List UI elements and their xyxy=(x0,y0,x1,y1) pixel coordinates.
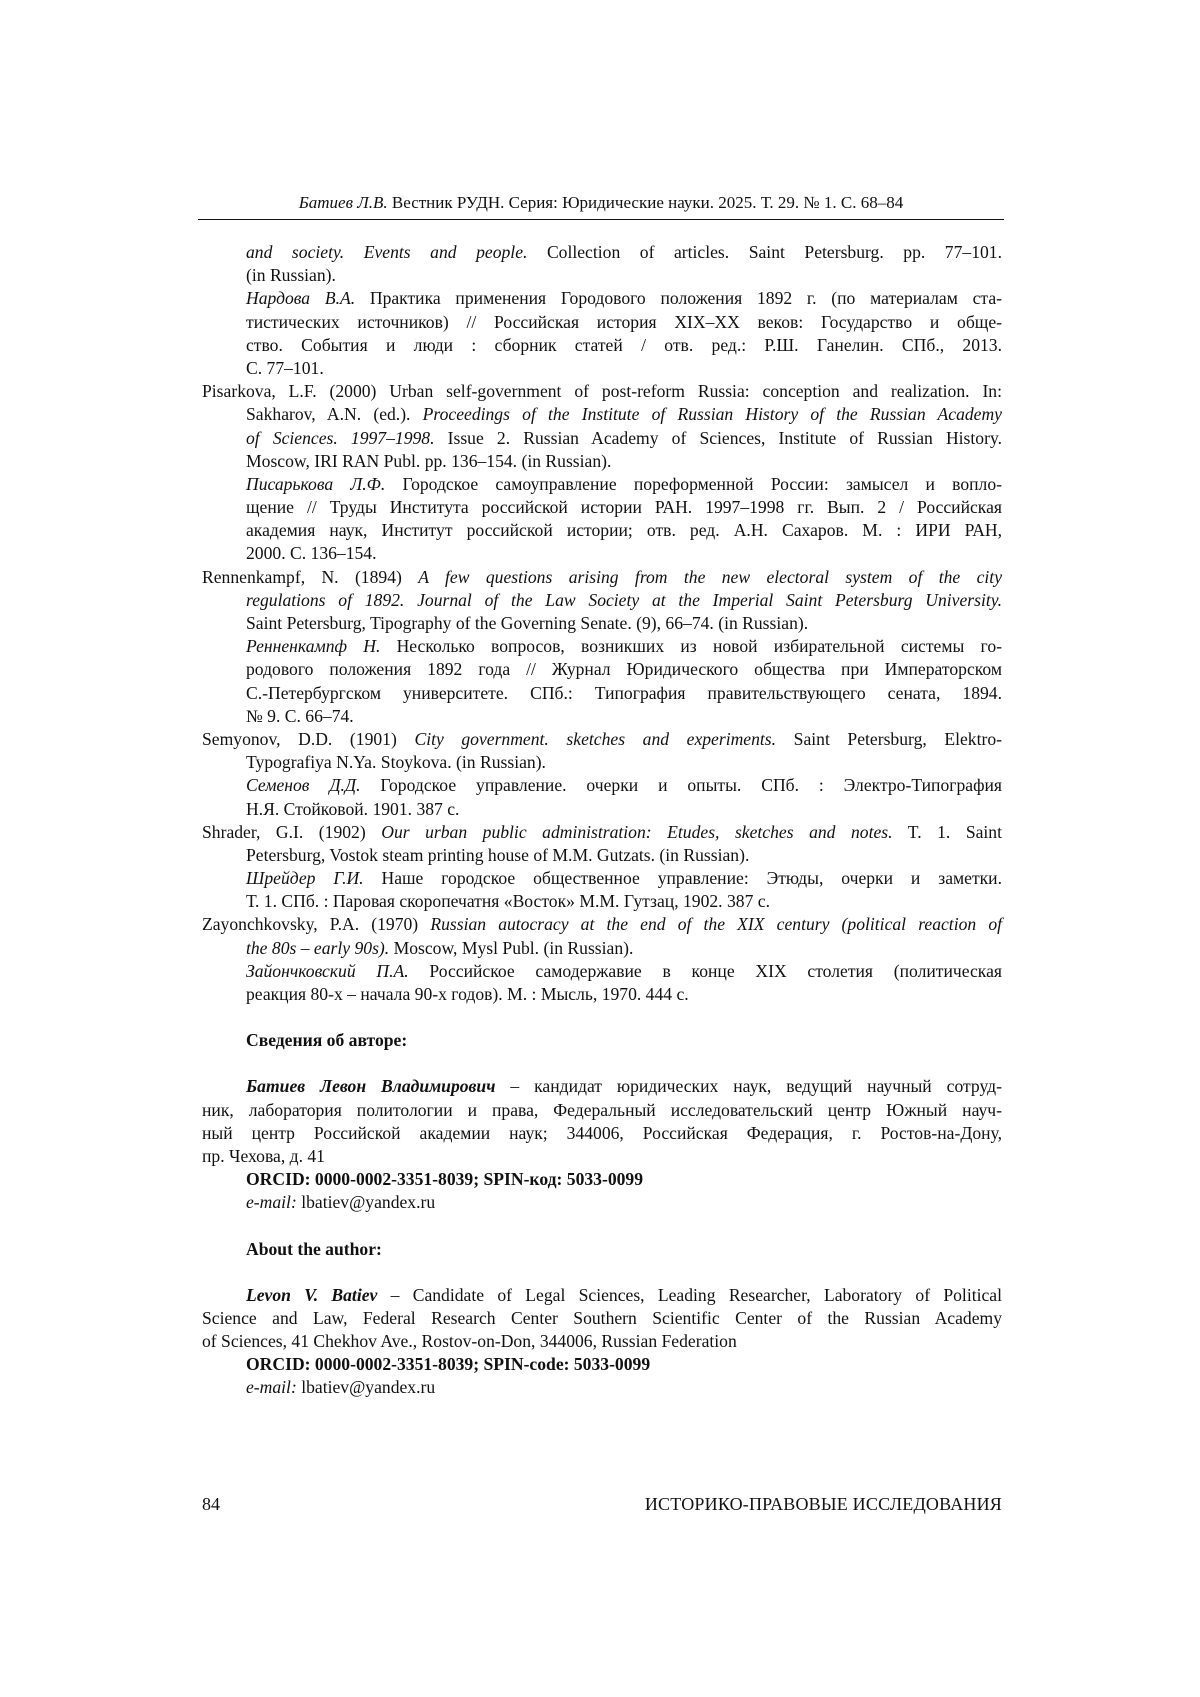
ref-text: академия наук, Институт российской истории; отв. ред. А.Н. Сахаров. М. : ИРИ РАН, xyxy=(202,519,1002,542)
author-name-ru: Батиев Левон Владимирович xyxy=(246,1076,495,1096)
email-label: e-mail: xyxy=(246,1377,297,1397)
ref-author-ru: Нардова В.А. xyxy=(246,288,355,308)
author-name-en: Levon V. Batiev xyxy=(246,1285,377,1305)
ref-text: Городское управление. очерки и опыты. СПб. : Электро-Типография xyxy=(361,775,1002,795)
ref-text: Moscow, Mysl Publ. (in Russian). xyxy=(389,938,633,958)
ref-author-ru: Семенов Д.Д. xyxy=(246,775,361,795)
ref-author-ru: Писарькова Л.Ф. xyxy=(246,474,385,494)
reference-pisarkova xyxy=(202,380,1002,566)
ref-text: T. 1. Saint xyxy=(893,822,1002,842)
ref-text: Sakharov, A.N. (ed.). xyxy=(246,404,423,424)
ref-text: Shrader, G.I. (1902) xyxy=(202,822,381,842)
author-text: – кандидат юридических наук, ведущий научный сотруд- xyxy=(495,1076,1002,1096)
ref-text: С.-Петербургском университете. СПб.: Типография правительствующего сената, 1894. xyxy=(202,682,1002,705)
author-info-ru-heading: Сведения об авторе: xyxy=(202,1029,1002,1052)
author-email-ru[interactable]: lbatiev@yandex.ru xyxy=(297,1192,435,1212)
ref-text: реакция 80-х – начала 90-х годов). М. : Мысль, 1970. 444 с. xyxy=(202,983,1002,1006)
ref-text: Saint Petersburg, Tipography of the Governing Senate. (9), 66–74. (in Russian). xyxy=(202,612,1002,635)
ref-text: Российское самодержавие в конце XIX столетия (политическая xyxy=(409,961,1002,981)
running-head-citation: Вестник РУДН. Серия: Юридические науки. 2025. Т. 29. № 1. С. 68–84 xyxy=(388,193,904,212)
author-text: пр. Чехова, д. 41 xyxy=(202,1145,1002,1168)
ref-text: Issue 2. Russian Academy of Sciences, Institute of Russian History. xyxy=(434,428,1002,448)
ref-text: Saint Petersburg, Elektro- xyxy=(776,729,1002,749)
author-text: – Candidate of Legal Sciences, Leading Researcher, Laboratory of Political xyxy=(377,1285,1002,1305)
author-text: of Sciences, 41 Chekhov Ave., Rostov-on-Don, 344006, Russian Federation xyxy=(202,1330,1002,1353)
ref-text: and society. Events and people. xyxy=(246,242,527,262)
ref-text: С. 77–101. xyxy=(202,357,1002,380)
reference-rennenkampf xyxy=(202,566,1002,728)
page xyxy=(0,0,1200,1697)
author-info-en xyxy=(202,1238,1002,1400)
ref-text: Collection of articles. Saint Petersburg. pp. 77–101. xyxy=(527,242,1002,262)
author-info-ru xyxy=(202,1029,1002,1214)
ref-author-ru: Ренненкампф Н. xyxy=(246,636,380,656)
author-orcid-en: ORCID: 0000-0002-3351-8039; SPIN-code: 5033-0099 xyxy=(202,1353,1002,1376)
ref-text: Rennenkampf, N. (1894) xyxy=(202,567,418,587)
ref-title: of Sciences. 1997–1998. xyxy=(246,428,434,448)
section-title: ИСТОРИКО-ПРАВОВЫЕ ИССЛЕДОВАНИЯ xyxy=(645,1492,1002,1516)
ref-title: regulations of 1892. Journal of the Law Society at the Imperial Saint Petersburg University. xyxy=(246,590,1002,610)
ref-text: ство. События и люди : сборник статей / отв. ред.: Р.Ш. Ганелин. СПб., 2013. xyxy=(202,334,1002,357)
page-number: 84 xyxy=(202,1492,220,1516)
ref-title: Russian autocracy at the end of the XIX century (political reaction of xyxy=(430,914,1002,934)
author-text: ный центр Российской академии наук; 344006, Российская Федерация, г. Ростов-на-Дону, xyxy=(202,1122,1002,1145)
ref-title: City government. sketches and experiments. xyxy=(414,729,776,749)
author-text: Science and Law, Federal Research Center Southern Scientific Center of the Russian Academy xyxy=(202,1307,1002,1330)
header-rule xyxy=(198,219,1004,220)
ref-text: Petersburg, Vostok steam printing house of M.M. Gutzats. (in Russian). xyxy=(202,844,1002,867)
ref-author-ru: Шрейдер Г.И. xyxy=(246,868,364,888)
ref-author-ru: Зайончковский П.А. xyxy=(246,961,409,981)
ref-text: Typografiya N.Ya. Stoykova. (in Russian). xyxy=(202,751,1002,774)
ref-text: Zayonchkovsky, P.A. (1970) xyxy=(202,914,430,934)
ref-text: № 9. С. 66–74. xyxy=(202,705,1002,728)
ref-text: Т. 1. СПб. : Паровая скоропечатня «Восток» М.М. Гутзац, 1902. 387 с. xyxy=(202,890,1002,913)
running-head-author: Батиев Л.В. xyxy=(299,193,388,212)
ref-text: Н.Я. Стойковой. 1901. 387 с. xyxy=(202,798,1002,821)
reference-shrader xyxy=(202,821,1002,914)
ref-text: Pisarkova, L.F. (2000) Urban self-government of post-reform Russia: conception and realization. In: xyxy=(202,380,1002,403)
ref-title: the 80s – early 90s). xyxy=(246,938,389,958)
ref-text: родового положения 1892 года // Журнал Юридического общества при Императорском xyxy=(202,658,1002,681)
ref-text: 2000. С. 136–154. xyxy=(202,542,1002,565)
ref-title: A few questions arising from the new electoral system of the city xyxy=(418,567,1002,587)
author-email-en[interactable]: lbatiev@yandex.ru xyxy=(297,1377,435,1397)
ref-title: Proceedings of the Institute of Russian History of the Russian Academy xyxy=(423,404,1002,424)
reference-continuation xyxy=(202,241,1002,380)
author-info-en-heading: About the author: xyxy=(202,1238,1002,1261)
running-head xyxy=(198,192,1004,214)
email-label: e-mail: xyxy=(246,1192,297,1212)
ref-text: Городское самоуправление пореформенной России: замысел и вопло- xyxy=(385,474,1002,494)
author-text: ник, лаборатория политологии и права, Федеральный исследовательский центр Южный науч- xyxy=(202,1099,1002,1122)
ref-text: Практика применения Городового положения 1892 г. (по материалам ста- xyxy=(355,288,1002,308)
ref-text: Несколько вопросов, возникших из новой избирательной системы го- xyxy=(380,636,1002,656)
ref-text: Наше городское общественное управление: Этюды, очерки и заметки. xyxy=(364,868,1002,888)
ref-text: щение // Труды Института российской истории РАН. 1997–1998 гг. Вып. 2 / Российская xyxy=(202,496,1002,519)
ref-text: Moscow, IRI RAN Publ. pp. 136–154. (in Russian). xyxy=(202,450,1002,473)
ref-title: Our urban public administration: Etudes, sketches and notes. xyxy=(381,822,892,842)
author-orcid-ru: ORCID: 0000-0002-3351-8039; SPIN-код: 5033-0099 xyxy=(202,1168,1002,1191)
ref-text: (in Russian). xyxy=(202,264,1002,287)
reference-zayonchkovsky xyxy=(202,913,1002,1006)
ref-text: Semyonov, D.D. (1901) xyxy=(202,729,414,749)
page-body xyxy=(202,241,1002,1400)
ref-text: тистических источников) // Российская история XIX–XX веков: Государство и обще- xyxy=(202,311,1002,334)
reference-semyonov xyxy=(202,728,1002,821)
